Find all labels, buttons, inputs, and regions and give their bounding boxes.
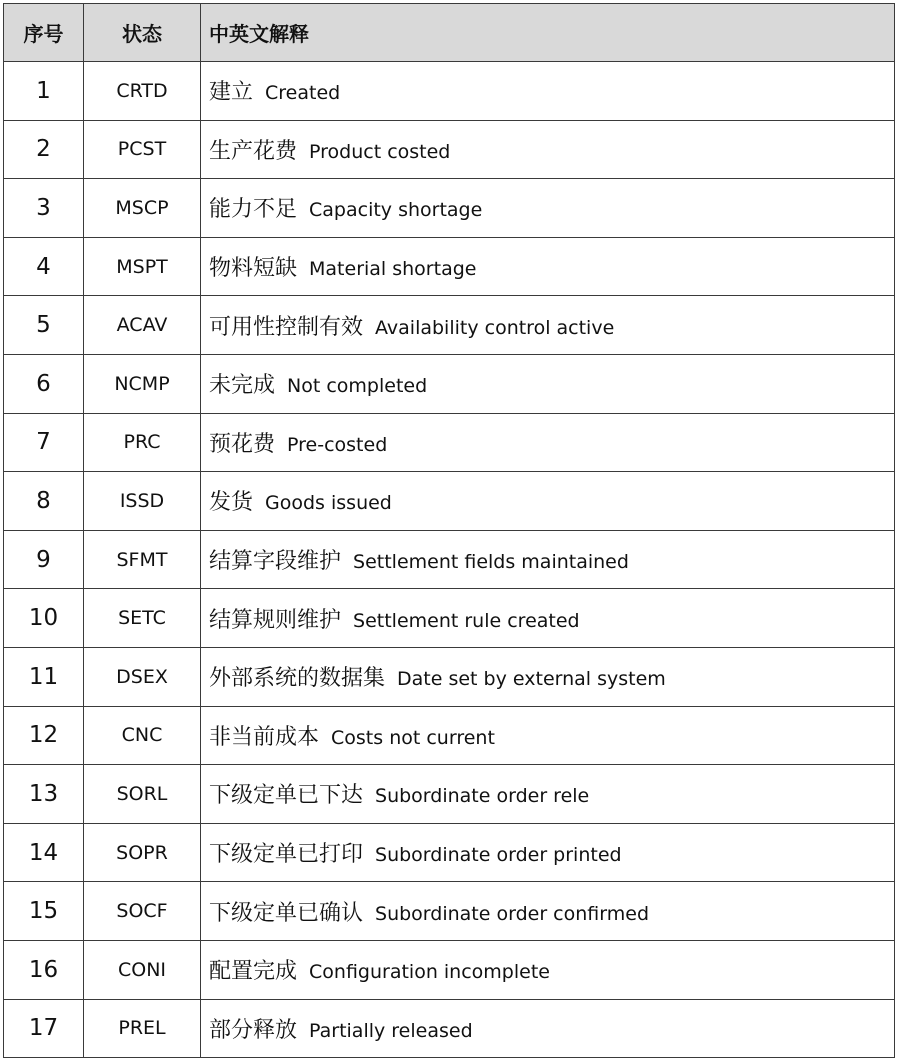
row-index: 12 [4, 706, 84, 765]
row-index: 13 [4, 765, 84, 824]
row-description [201, 589, 895, 648]
description-chinese: 建立 [209, 80, 254, 106]
row-status-code: PCST [84, 120, 201, 179]
description-english: Date set by external system [397, 668, 666, 691]
description-chinese: 生产花费 [209, 138, 298, 164]
table-row [4, 823, 895, 882]
table-row [4, 296, 895, 355]
description-english: Costs not current [331, 726, 495, 749]
description-chinese: 非当前成本 [209, 724, 320, 750]
row-index: 16 [4, 940, 84, 999]
table-header-row [4, 4, 895, 62]
table-row [4, 530, 895, 589]
description-english: Capacity shortage [309, 199, 483, 222]
description-chinese: 下级定单已下达 [209, 783, 364, 809]
description-chinese: 预花费 [209, 431, 276, 457]
row-status-code: SOPR [84, 823, 201, 882]
description-chinese: 物料短缺 [209, 256, 298, 282]
table-row [4, 120, 895, 179]
description-chinese: 能力不足 [209, 197, 298, 223]
description-english: Settlement rule created [353, 609, 580, 632]
description-english: Subordinate order printed [375, 844, 622, 867]
row-description [201, 765, 895, 824]
row-index: 17 [4, 999, 84, 1058]
description-chinese: 部分释放 [209, 1017, 298, 1043]
row-status-code: PREL [84, 999, 201, 1058]
row-description [201, 882, 895, 941]
description-english: Settlement fields maintained [353, 551, 629, 574]
row-status-code: CNC [84, 706, 201, 765]
header-index: 序号 [4, 4, 84, 62]
row-description [201, 530, 895, 589]
row-index: 6 [4, 354, 84, 413]
row-status-code: DSEX [84, 647, 201, 706]
row-status-code: MSPT [84, 237, 201, 296]
row-description [201, 413, 895, 472]
row-description [201, 62, 895, 121]
description-english: Created [265, 82, 341, 105]
row-description [201, 999, 895, 1058]
description-chinese: 未完成 [209, 373, 276, 399]
table-row [4, 706, 895, 765]
table-row [4, 179, 895, 238]
table-row [4, 647, 895, 706]
row-description [201, 237, 895, 296]
row-index: 8 [4, 472, 84, 531]
description-english: Goods issued [265, 492, 392, 515]
row-index: 11 [4, 647, 84, 706]
row-index: 3 [4, 179, 84, 238]
description-english: Pre-costed [287, 433, 388, 456]
description-chinese: 配置完成 [209, 959, 298, 985]
table-row [4, 237, 895, 296]
row-index: 15 [4, 882, 84, 941]
description-chinese: 外部系统的数据集 [209, 666, 386, 692]
row-description [201, 706, 895, 765]
table-row [4, 354, 895, 413]
description-chinese: 下级定单已确认 [209, 900, 364, 926]
row-description [201, 179, 895, 238]
table-row [4, 413, 895, 472]
status-code-table [3, 3, 895, 1058]
description-chinese: 结算规则维护 [209, 607, 342, 633]
row-status-code: CONI [84, 940, 201, 999]
description-english: Product costed [309, 140, 451, 163]
row-index: 10 [4, 589, 84, 648]
table-row [4, 940, 895, 999]
row-status-code: ISSD [84, 472, 201, 531]
table-row [4, 589, 895, 648]
description-chinese: 下级定单已打印 [209, 842, 364, 868]
row-status-code: SETC [84, 589, 201, 648]
row-status-code: ACAV [84, 296, 201, 355]
description-english: Not completed [287, 375, 428, 398]
description-chinese: 可用性控制有效 [209, 314, 364, 340]
row-description [201, 120, 895, 179]
description-chinese: 发货 [209, 490, 254, 516]
row-index: 5 [4, 296, 84, 355]
row-status-code: MSCP [84, 179, 201, 238]
row-index: 14 [4, 823, 84, 882]
row-status-code: SFMT [84, 530, 201, 589]
description-chinese: 结算字段维护 [209, 549, 342, 575]
table-row [4, 62, 895, 121]
description-english: Configuration incomplete [309, 961, 550, 984]
row-description [201, 823, 895, 882]
row-index: 7 [4, 413, 84, 472]
row-index: 4 [4, 237, 84, 296]
row-description [201, 354, 895, 413]
row-status-code: NCMP [84, 354, 201, 413]
row-description [201, 940, 895, 999]
table-row [4, 999, 895, 1058]
description-english: Subordinate order rele [375, 785, 590, 808]
table-row [4, 472, 895, 531]
table-row [4, 765, 895, 824]
table-row [4, 882, 895, 941]
row-status-code: SORL [84, 765, 201, 824]
description-english: Material shortage [309, 258, 477, 281]
row-index: 1 [4, 62, 84, 121]
description-english: Partially released [309, 1019, 473, 1042]
row-description [201, 647, 895, 706]
row-description [201, 296, 895, 355]
row-status-code: CRTD [84, 62, 201, 121]
row-index: 9 [4, 530, 84, 589]
row-status-code: SOCF [84, 882, 201, 941]
row-index: 2 [4, 120, 84, 179]
row-description [201, 472, 895, 531]
header-description: 中英文解释 [201, 4, 895, 62]
row-status-code: PRC [84, 413, 201, 472]
description-english: Availability control active [375, 316, 615, 339]
description-english: Subordinate order confirmed [375, 902, 650, 925]
header-status: 状态 [84, 4, 201, 62]
